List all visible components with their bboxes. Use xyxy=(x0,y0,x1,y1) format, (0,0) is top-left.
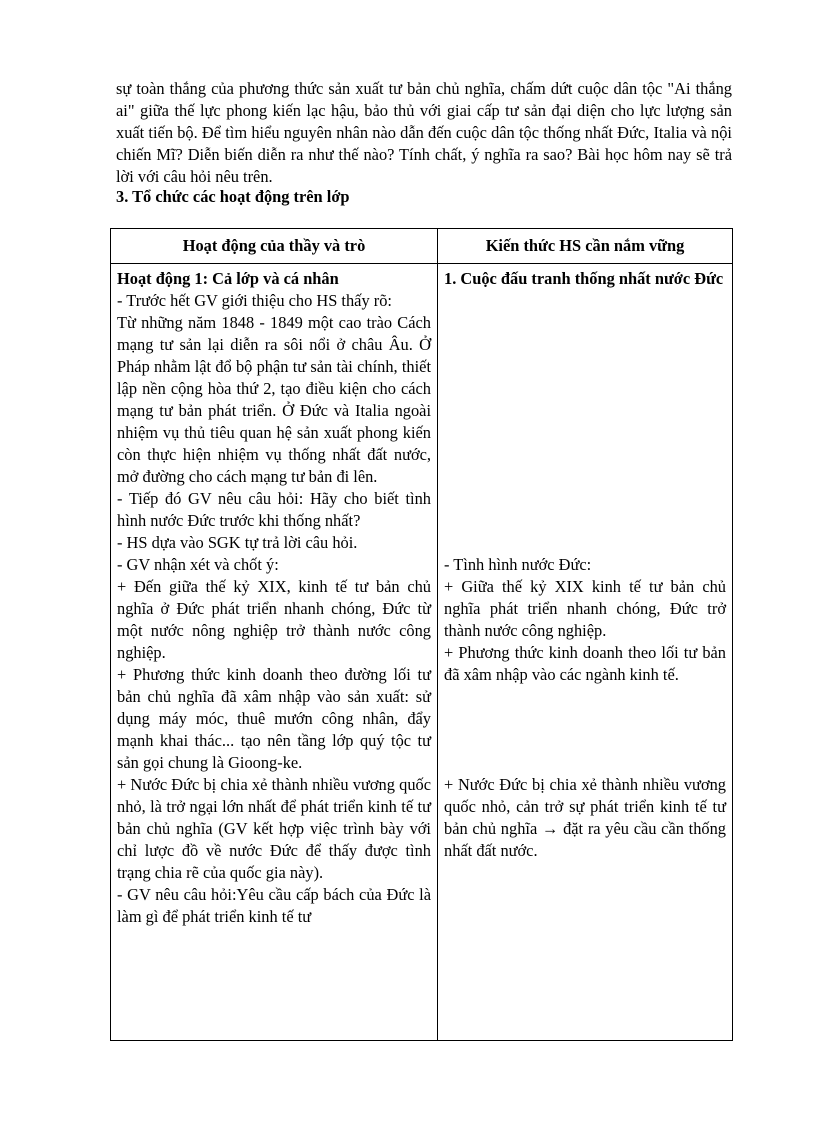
activity-line: - Trước hết GV giới thiệu cho HS thấy rõ: xyxy=(117,291,392,310)
activity-line: - Tiếp đó GV nêu câu hỏi: Hãy cho biết tình hình nước Đức trước khi thống nhất? xyxy=(117,489,431,530)
knowledge-line: + Nước Đức bị chia xẻ thành nhiều vương quốc nhỏ, cản trở sự phát triển kinh tế tư bản chủ nghĩa → đặt ra yêu cầu cần thống nhất đất nước. xyxy=(444,775,726,860)
table-header-row xyxy=(111,229,733,264)
knowledge-line: - Tình hình nước Đức: xyxy=(444,555,592,574)
spacer xyxy=(444,290,726,554)
activity-line: - GV nhận xét và chốt ý: xyxy=(117,555,279,574)
activity-line: + Nước Đức bị chia xẻ thành nhiều vương quốc nhỏ, là trở ngại lớn nhất để phát triển kinh tế tư bản chủ nghĩa (GV kết hợp việc trình bày với chỉ lược đồ về nước Đức để thấy được tình trạng chia rẽ của quốc gia này). xyxy=(117,775,431,882)
header-teacher-student-activities: Hoạt động của thầy và trò xyxy=(111,229,438,264)
intro-paragraph xyxy=(116,78,732,188)
knowledge-line: + Giữa thế kỷ XIX kinh tế tư bản chủ nghĩa phát triển nhanh chóng, Đức trở thành nước công nghiệp. xyxy=(444,577,726,640)
activity-line: - HS dựa vào SGK tự trả lời câu hỏi. xyxy=(117,533,358,552)
knowledge-cell xyxy=(438,264,733,1041)
activity-line: - GV nêu câu hỏi:Yêu cầu cấp bách của Đức là làm gì để phát triển kinh tế tư xyxy=(117,885,431,926)
lesson-table xyxy=(110,228,733,1041)
intro-text: sự toàn thắng của phương thức sản xuất tư bản chủ nghĩa, chấm dứt cuộc dân tộc "Ai thắng ai" giữa thế lực phong kiến lạc hậu, bảo thủ với giai cấp tư sản đại diện cho lực lượng sản xuất tiến bộ. Để tìm hiểu nguyên nhân nào dẫn đến cuộc dân tộc thống nhất Đức, Italia và nội chiến Mĩ? Diễn biến diễn ra như thế nào? Tính chất, ý nghĩa ra sao? Bài học hôm nay sẽ trả lời với câu hỏi nêu trên. xyxy=(116,79,732,186)
table-row xyxy=(111,264,733,1041)
activities-cell xyxy=(111,264,438,1041)
activity-title: Hoạt động 1: Cả lớp và cá nhân xyxy=(117,269,339,288)
knowledge-section-title: 1. Cuộc đấu tranh thống nhất nước Đức xyxy=(444,269,724,288)
section-heading: 3. Tổ chức các hoạt động trên lớp xyxy=(116,187,350,206)
spacer xyxy=(444,686,726,774)
activity-line: + Đến giữa thế kỷ XIX, kinh tế tư bản chủ nghĩa ở Đức phát triển nhanh chóng, Đức từ một nước nông nghiệp trở thành nước công nghiệp. xyxy=(117,577,431,662)
activity-line: Từ những năm 1848 - 1849 một cao trào Cách mạng tư sản lại diễn ra sôi nổi ở châu Âu. Ở Pháp nhằm lật đổ bộ phận tư sản tài chính, thiết lập nền cộng hòa thứ 2, tạo điều kiện cho cách mạng tư bản phát triển. Ở Đức và Italia ngoài nhiệm vụ thủ tiêu quan hệ sản xuất phong kiến còn thực hiện nhiệm vụ thống nhất đất nước, mở đường cho cách mạng tư bản đi lên. xyxy=(117,313,431,486)
header-required-knowledge: Kiến thức HS cần nắm vững xyxy=(438,229,733,264)
activity-line: + Phương thức kinh doanh theo đường lối tư bản chủ nghĩa đã xâm nhập vào sản xuất: sử dụng máy móc, thuê mướn công nhân, đẩy mạnh khai thác... tạo nên tầng lớp quý tộc tư sản gọi chung là Gioong-ke. xyxy=(117,665,431,772)
knowledge-line: + Phương thức kinh doanh theo lối tư bản đã xâm nhập vào các ngành kinh tế. xyxy=(444,643,726,684)
